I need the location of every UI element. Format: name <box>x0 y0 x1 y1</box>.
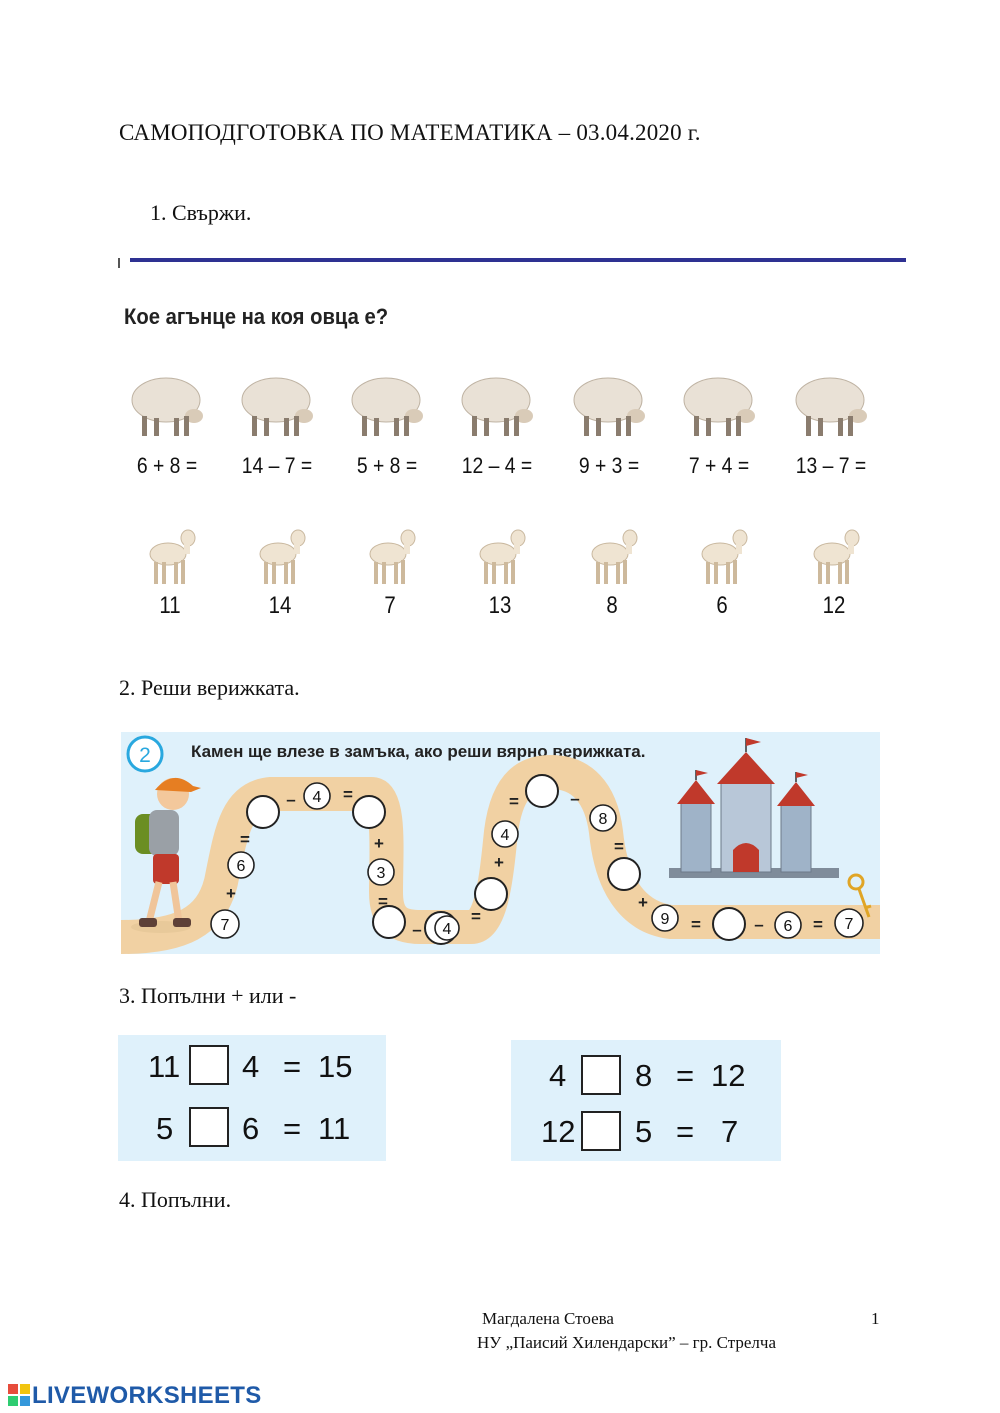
footer-author: Магдалена Стоева <box>482 1309 614 1328</box>
task3-heading: 3. Попълни + или - <box>119 983 297 1008</box>
op-eq: = <box>614 837 624 856</box>
eq-operand: 8 <box>635 1058 653 1093</box>
footer-school: НУ „Паисий Хилендарски” – гр. Стрелча <box>477 1333 777 1352</box>
blank-circle <box>247 796 279 828</box>
blank-circle <box>526 775 558 807</box>
blank-circle <box>608 858 640 890</box>
op-plus: + <box>638 893 648 912</box>
eq-result: 7 <box>721 1114 739 1149</box>
chain-num-4c: 4 <box>500 827 510 844</box>
liveworksheets-logo[interactable] <box>8 1382 262 1410</box>
op-minus: – <box>570 789 580 808</box>
eq-equals: = <box>676 1114 695 1149</box>
sheep-icon[interactable] <box>346 370 428 445</box>
eq-operand: 4 <box>549 1058 567 1093</box>
page-title: САМОПОДГОТОВКА ПО МАТЕМАТИКА – 03.04.2020 г. <box>119 120 701 145</box>
sheep-expression: 6 + 8 = <box>136 453 198 478</box>
logo-text: LIVEWORKSHEETS <box>32 1382 262 1409</box>
eq-equals: = <box>283 1049 302 1084</box>
op-plus: + <box>494 853 504 872</box>
eq-result: 15 <box>318 1049 353 1084</box>
page-number: 1 <box>871 1309 880 1328</box>
operator-input[interactable] <box>581 1111 621 1151</box>
eq-operand: 5 <box>156 1111 174 1146</box>
op-eq: = <box>509 792 519 811</box>
op-eq: = <box>813 915 823 934</box>
operator-input[interactable] <box>581 1055 621 1095</box>
sheep-icon[interactable] <box>126 370 208 445</box>
op-eq: = <box>343 785 353 804</box>
op-eq: = <box>240 830 250 849</box>
lamb-icon[interactable] <box>472 524 532 591</box>
equation-box-left <box>118 1035 386 1161</box>
lamb-icon[interactable] <box>362 524 422 591</box>
eq-operand: 6 <box>242 1111 260 1146</box>
lamb-number: 6 <box>716 592 728 619</box>
divider-tick <box>118 258 120 268</box>
eq-equals: = <box>283 1111 302 1146</box>
sheep-icon[interactable] <box>568 370 650 445</box>
lamb-number: 8 <box>606 592 618 619</box>
chain-num-8: 8 <box>598 811 608 828</box>
op-plus: + <box>374 834 384 853</box>
chain-num-6: 6 <box>236 858 246 875</box>
eq-operand: 5 <box>635 1114 653 1149</box>
eq-operand: 4 <box>242 1049 260 1084</box>
eq-result: 12 <box>711 1058 746 1093</box>
logo-icon <box>8 1384 30 1406</box>
sheep-icon[interactable] <box>678 370 760 445</box>
sheep-expression: 9 + 3 = <box>578 453 640 478</box>
task1-question: Кое агънце на коя овца е? <box>124 304 389 329</box>
op-eq: = <box>378 892 388 911</box>
op-minus: – <box>412 920 422 939</box>
chain-num-7b: 7 <box>844 916 854 933</box>
castle-icon <box>669 738 839 878</box>
lamb-icon[interactable] <box>584 524 644 591</box>
lamb-number: 7 <box>384 592 396 619</box>
lamb-number: 14 <box>268 592 292 619</box>
op-eq: = <box>691 915 701 934</box>
sheep-expression: 13 – 7 = <box>795 453 867 478</box>
sheep-expression: 14 – 7 = <box>241 453 313 478</box>
eq-equals: = <box>676 1058 695 1093</box>
sheep-icon[interactable] <box>236 370 318 445</box>
chain-num-3: 3 <box>376 865 386 882</box>
op-minus: – <box>286 790 296 809</box>
divider-line <box>130 258 906 262</box>
task-badge: 2 <box>139 744 151 767</box>
chain-instruction: Камен ще влезе в замъка, ако реши вярно верижката. <box>191 742 646 761</box>
operator-input[interactable] <box>189 1045 229 1085</box>
sheep-icon[interactable] <box>456 370 538 445</box>
chain-num-7a: 7 <box>220 917 230 934</box>
chain-num-4a: 4 <box>312 789 322 806</box>
eq-operand: 12 <box>541 1114 576 1149</box>
lamb-icon[interactable] <box>806 524 866 591</box>
lamb-icon[interactable] <box>142 524 202 591</box>
blank-circle <box>713 908 745 940</box>
op-plus: + <box>226 884 236 903</box>
chain-num-4b: 4 <box>442 921 452 938</box>
sheep-expression: 7 + 4 = <box>688 453 750 478</box>
task2-heading: 2. Реши верижката. <box>119 675 300 700</box>
lamb-icon[interactable] <box>694 524 754 591</box>
task4-heading: 4. Попълни. <box>119 1187 232 1212</box>
chain-num-9: 9 <box>660 911 670 928</box>
lamb-icon[interactable] <box>252 524 312 591</box>
blank-circle <box>475 878 507 910</box>
blank-circle <box>353 796 385 828</box>
chain-illustration <box>121 732 880 954</box>
sheep-expression: 12 – 4 = <box>461 453 533 478</box>
chain-panel <box>121 732 880 954</box>
op-eq: = <box>471 907 481 926</box>
sheep-expression: 5 + 8 = <box>356 453 418 478</box>
chain-num-6b: 6 <box>783 918 793 935</box>
operator-input[interactable] <box>189 1107 229 1147</box>
lamb-number: 12 <box>822 592 846 619</box>
eq-operand: 11 <box>148 1049 181 1084</box>
lamb-number: 11 <box>159 592 181 619</box>
lamb-number: 13 <box>488 592 512 619</box>
eq-result: 11 <box>318 1111 351 1146</box>
sheep-icon[interactable] <box>790 370 872 445</box>
equation-box-right <box>511 1040 781 1161</box>
task1-heading: 1. Свържи. <box>150 200 252 225</box>
op-minus: – <box>754 915 764 934</box>
